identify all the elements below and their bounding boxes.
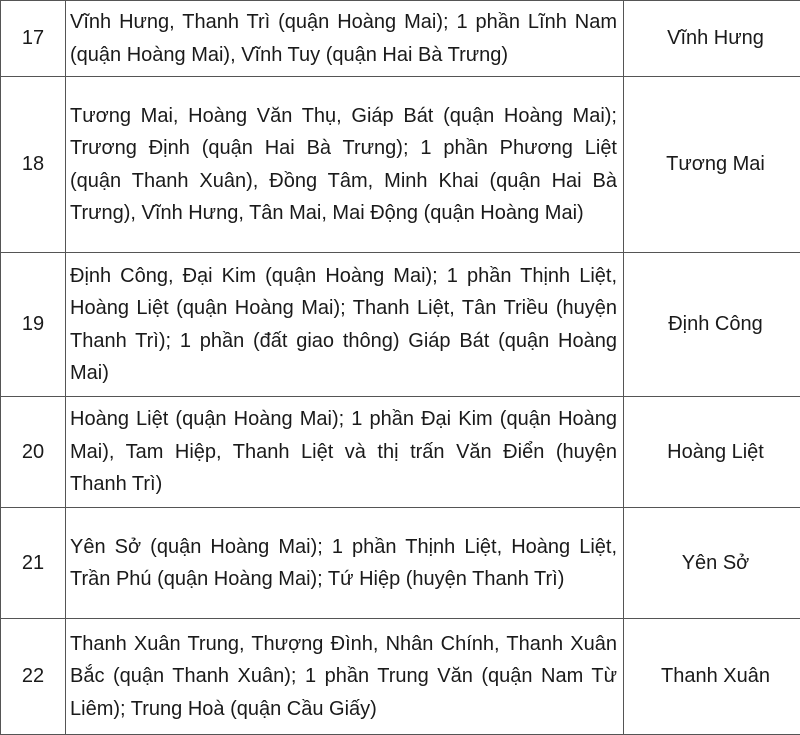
merged-areas-text: Thanh Xuân Trung, Thượng Đình, Nhân Chính, Thanh Xuân Bắc (quận Thanh Xuân); 1 phần Trung Văn (quận Nam Từ Liêm); Trung Hoà (quận Cầu Giấy) <box>66 628 617 726</box>
merged-areas-text: Vĩnh Hưng, Thanh Trì (quận Hoàng Mai); 1 phần Lĩnh Nam (quận Hoàng Mai), Vĩnh Tuy (quận Hai Bà Trưng) <box>66 6 617 71</box>
row-number: 22 <box>1 619 66 735</box>
merged-areas-text: Yên Sở (quận Hoàng Mai); 1 phần Thịnh Liệt, Hoàng Liệt, Trần Phú (quận Hoàng Mai); Tứ Hiệp (huyện Thanh Trì) <box>66 531 617 596</box>
new-ward-name: Vĩnh Hưng <box>624 1 800 77</box>
table-row <box>1 508 800 619</box>
merged-areas-cell <box>66 253 624 397</box>
row-number: 18 <box>1 77 66 253</box>
new-ward-name: Định Công <box>624 253 800 397</box>
new-ward-name: Tương Mai <box>624 77 800 253</box>
row-number: 20 <box>1 397 66 508</box>
merged-areas-text: Định Công, Đại Kim (quận Hoàng Mai); 1 phần Thịnh Liệt, Hoàng Liệt (quận Hoàng Mai); Thanh Liệt, Tân Triều (huyện Thanh Trì); 1 phần (đất giao thông) Giáp Bát (quận Hoàng Mai) <box>66 260 617 390</box>
merged-areas-text: Tương Mai, Hoàng Văn Thụ, Giáp Bát (quận Hoàng Mai); Trương Định (quận Hai Bà Trưng); 1 phần Phương Liệt (quận Thanh Xuân), Đồng Tâm, Minh Khai (quận Hai Bà Trưng), Vĩnh Hưng, Tân Mai, Mai Động (quận Hoàng Mai) <box>66 100 617 230</box>
table-row <box>1 619 800 735</box>
new-ward-name: Hoàng Liệt <box>624 397 800 508</box>
merged-areas-cell <box>66 397 624 508</box>
row-number: 21 <box>1 508 66 619</box>
table-row <box>1 397 800 508</box>
merged-areas-cell <box>66 1 624 77</box>
table-row <box>1 253 800 397</box>
row-number: 19 <box>1 253 66 397</box>
merged-areas-cell <box>66 619 624 735</box>
row-number: 17 <box>1 1 66 77</box>
merged-areas-cell <box>66 77 624 253</box>
new-ward-name: Thanh Xuân <box>624 619 800 735</box>
merged-areas-cell <box>66 508 624 619</box>
merged-areas-text: Hoàng Liệt (quận Hoàng Mai); 1 phần Đại Kim (quận Hoàng Mai), Tam Hiệp, Thanh Liệt và thị trấn Văn Điển (huyện Thanh Trì) <box>66 403 617 501</box>
table-row <box>1 1 800 77</box>
table-row <box>1 77 800 253</box>
new-ward-name: Yên Sở <box>624 508 800 619</box>
